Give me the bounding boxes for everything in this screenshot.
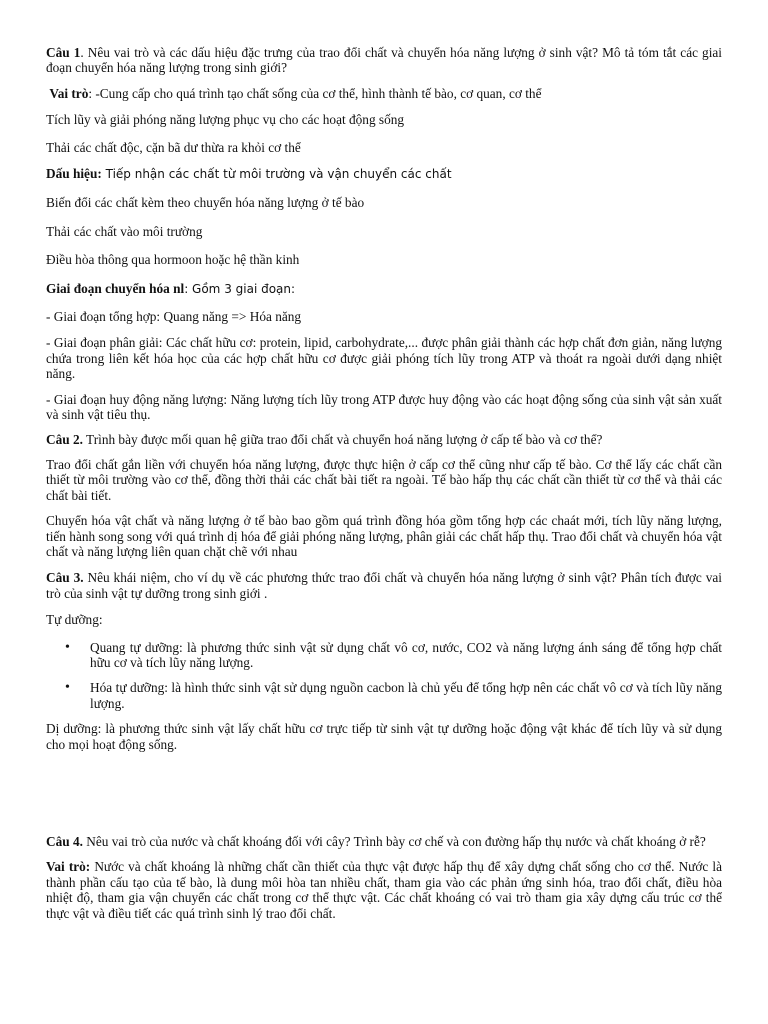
role-line-2: Thải các chất độc, cặn bã dư thừa ra khỏi cơ thể [46, 139, 301, 155]
stage-line-1: - Giai đoạn tổng hợp: Quang năng => Hóa năng [46, 309, 302, 325]
list-item: • Hóa tự dưỡng: là hình thức sinh vật sử dụng nguồn cacbon là chủ yếu để tổng hợp nên các chất vô cơ và tích lũy năng lượng. [90, 680, 722, 711]
stages-label: Giai đoạn chuyển hóa nl [46, 280, 185, 296]
heterotroph-paragraph: Dị dưỡng: là phương thức sinh vật lấy chất hữu cơ trực tiếp từ sinh vật tự dưỡng hoặc động vật khác để tích lũy và sử dụng cho mọi hoạt động sống. [46, 721, 722, 752]
question-4 [46, 834, 722, 849]
question-2-text: Trình bày được mối quan hệ giữa trao đổi chất và chuyển hoá năng lượng ở cấp tế bào và cơ thể? [82, 431, 603, 447]
list-item: • Quang tự dưỡng: là phương thức sinh vật sử dụng chất vô cơ, nước, CO2 và năng lượng ánh sáng để tổng hợp chất hữu cơ và tích lũy năng lượng. [90, 640, 722, 671]
signs-text: Tiếp nhận các chất từ môi trường và vận chuyển các chất [101, 167, 452, 182]
water-role-label: Vai trò: [46, 859, 91, 875]
signs-heading [46, 166, 722, 182]
question-3 [46, 570, 722, 601]
question-2 [46, 432, 722, 447]
role-line-1: Tích lũy và giải phóng năng lượng phục vụ cho các hoạt động sống [46, 112, 405, 128]
signs-line-2: Thải các chất vào môi trường [46, 223, 203, 239]
question-2-paragraph-1: Trao đổi chất gắn liền với chuyển hóa năng lượng, được thực hiện ở cấp cơ thể cũng như cấp tế bào. Cơ thể lấy các chất cần thiết từ môi trường vào cơ thể, đồng thời thải các chất bài tiết ra ngoài. Tế bào hấp thụ các chất cần thiết từ cơ thể và thải các chất bài tiết. [46, 456, 722, 503]
role-text: : -Cung cấp cho quá trình tạo chất sống của cơ thể, hình thành tế bào, cơ quan, cơ thể [88, 85, 542, 101]
question-2-paragraph-2: Chuyển hóa vật chất và năng lượng ở tế bào bao gồm quá trình đồng hóa gồm tổng hợp các chaát mới, tích lũy năng lượng, tiến hành song song với quá trình dị hóa để giải phóng năng lượng, phân giải các chất hấp thụ. Trao đổi chất và chuyển hóa vật chất và năng lượng liên quan chặt chẽ với nhau [46, 513, 722, 559]
question-1 [46, 45, 722, 76]
question-3-text: Nêu khái niệm, cho ví dụ về các phương thức trao đổi chất và chuyển hóa năng lượng ở sinh vật? Phân tích được vai trò của sinh vật tự dưỡng trong sinh giới . [46, 570, 722, 601]
role-heading [46, 86, 722, 101]
role-label: Vai trò [49, 85, 89, 101]
stages-text: : Gồm 3 giai đoạn: [184, 281, 296, 296]
question-2-label: Câu 2. [46, 431, 83, 447]
signs-label: Dấu hiệu: [46, 166, 102, 182]
signs-line-3: Điều hòa thông qua hormoon hoặc hệ thần kinh [46, 252, 300, 268]
question-1-label: Câu 1 [46, 45, 81, 60]
question-4-label: Câu 4. [46, 834, 83, 849]
water-role-text: Nước và chất khoáng là những chất cần thiết của thực vật được hấp thụ để xây dựng chất sống cho cơ thể. Nước là thành phần cấu tạo của tế bào, là dung môi hòa tan nhiều chất, tham gia vào các phản ứng sinh hóa, trao đổi chất, điều hòa nhiệt độ, tham gia vận chuyển các chất trong cơ thể thực vật. Các chất khoáng có vai trò tham gia xây dựng cấu trúc cơ thể thực vật và điều tiết các quá trình sinh lý trao đổi chất. [46, 859, 722, 921]
signs-line-1: Biến đổi các chất kèm theo chuyển hóa năng lượng ở tế bào [46, 195, 365, 211]
autotroph-heading: Tự dưỡng: [46, 612, 103, 628]
autotroph-list [46, 640, 722, 712]
question-4-text: Nêu vai trò của nước và chất khoáng đối với cây? Trình bày cơ chế và con đường hấp thụ nước và chất khoáng ở rễ? [82, 834, 706, 849]
stage-line-2: - Giai đoạn phân giải: Các chất hữu cơ: protein, lipid, carbohydrate,... được phân giải thành các hợp chất đơn giản, năng lượng chứa trong liên kết hóa học của các hợp chất hữu cơ được giải phóng tích lũy trong ATP và thoát ra ngoài dưới dạng nhiệt năng. [46, 335, 722, 382]
question-1-text: . Nêu vai trò và các dấu hiệu đặc trưng của trao đổi chất và chuyển hóa năng lượng ở sinh vật? Mô tả tóm tắt các giai đoạn chuyển hóa năng lượng trong sinh giới? [46, 45, 722, 76]
stages-heading [46, 281, 722, 297]
stage-line-3: - Giai đoạn huy động năng lượng: Năng lượng tích lũy trong ATP được huy động vào các hoạt động sống của sinh vật sản xuất và sinh vật tiêu thụ. [46, 391, 722, 423]
water-role-paragraph [46, 859, 722, 921]
question-3-label: Câu 3. [46, 570, 84, 586]
